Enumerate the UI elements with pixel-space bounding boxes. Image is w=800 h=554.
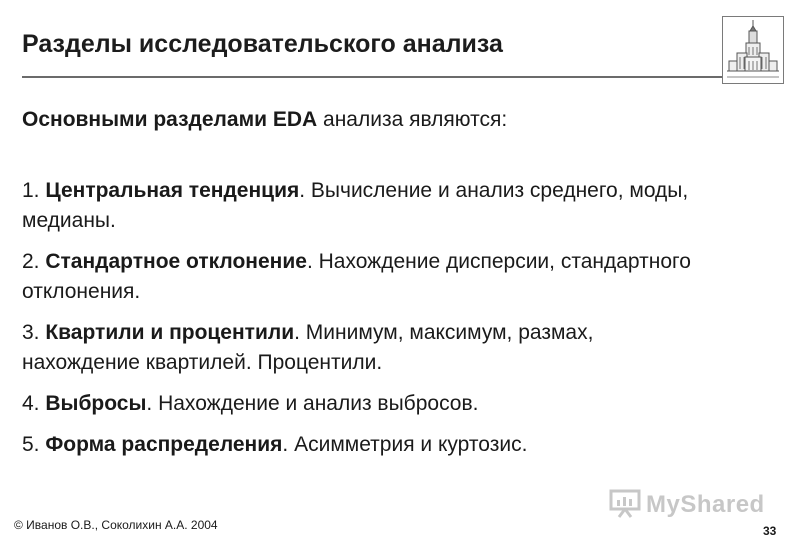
item-description: . Нахождение дисперсии, стандартного отклонения. <box>22 250 691 303</box>
footer-copyright: © Иванов О.В., Соколихин А.А. 2004 <box>14 518 218 532</box>
item-description: . Нахождение и анализ выбросов. <box>146 392 479 415</box>
slide-title: Разделы исследовательского анализа <box>22 30 503 58</box>
list-item <box>22 247 712 307</box>
item-number: 4. <box>22 392 46 415</box>
item-description: . Минимум, максимум, размах, нахождение квартилей. Процентили. <box>22 321 594 374</box>
list-item <box>22 176 712 236</box>
item-number: 3. <box>22 321 46 344</box>
list-item <box>22 389 712 419</box>
item-description: . Вычисление и анализ среднего, моды, медианы. <box>22 179 689 232</box>
watermark-text: MyShared <box>646 491 765 518</box>
item-number: 5. <box>22 433 46 456</box>
item-term: Форма распределения <box>45 433 283 456</box>
item-number: 2. <box>22 250 46 273</box>
page-number: 33 <box>763 524 777 538</box>
item-term: Выбросы <box>45 392 147 415</box>
intro-bold: Основными разделами EDA <box>22 108 318 131</box>
intro-text <box>22 108 507 132</box>
title-divider <box>22 76 722 78</box>
university-building-icon <box>722 16 784 84</box>
item-description: . Асимметрия и куртозис. <box>282 433 528 456</box>
list-item <box>22 318 712 378</box>
item-number: 1. <box>22 179 46 202</box>
item-term: Центральная тенденция <box>45 179 300 202</box>
watermark <box>608 488 765 522</box>
sections-list <box>22 176 712 471</box>
item-term: Стандартное отклонение <box>45 250 307 273</box>
presentation-icon <box>608 488 642 523</box>
item-term: Квартили и процентили <box>45 321 295 344</box>
list-item <box>22 430 712 460</box>
intro-rest: анализа являются: <box>317 108 508 131</box>
